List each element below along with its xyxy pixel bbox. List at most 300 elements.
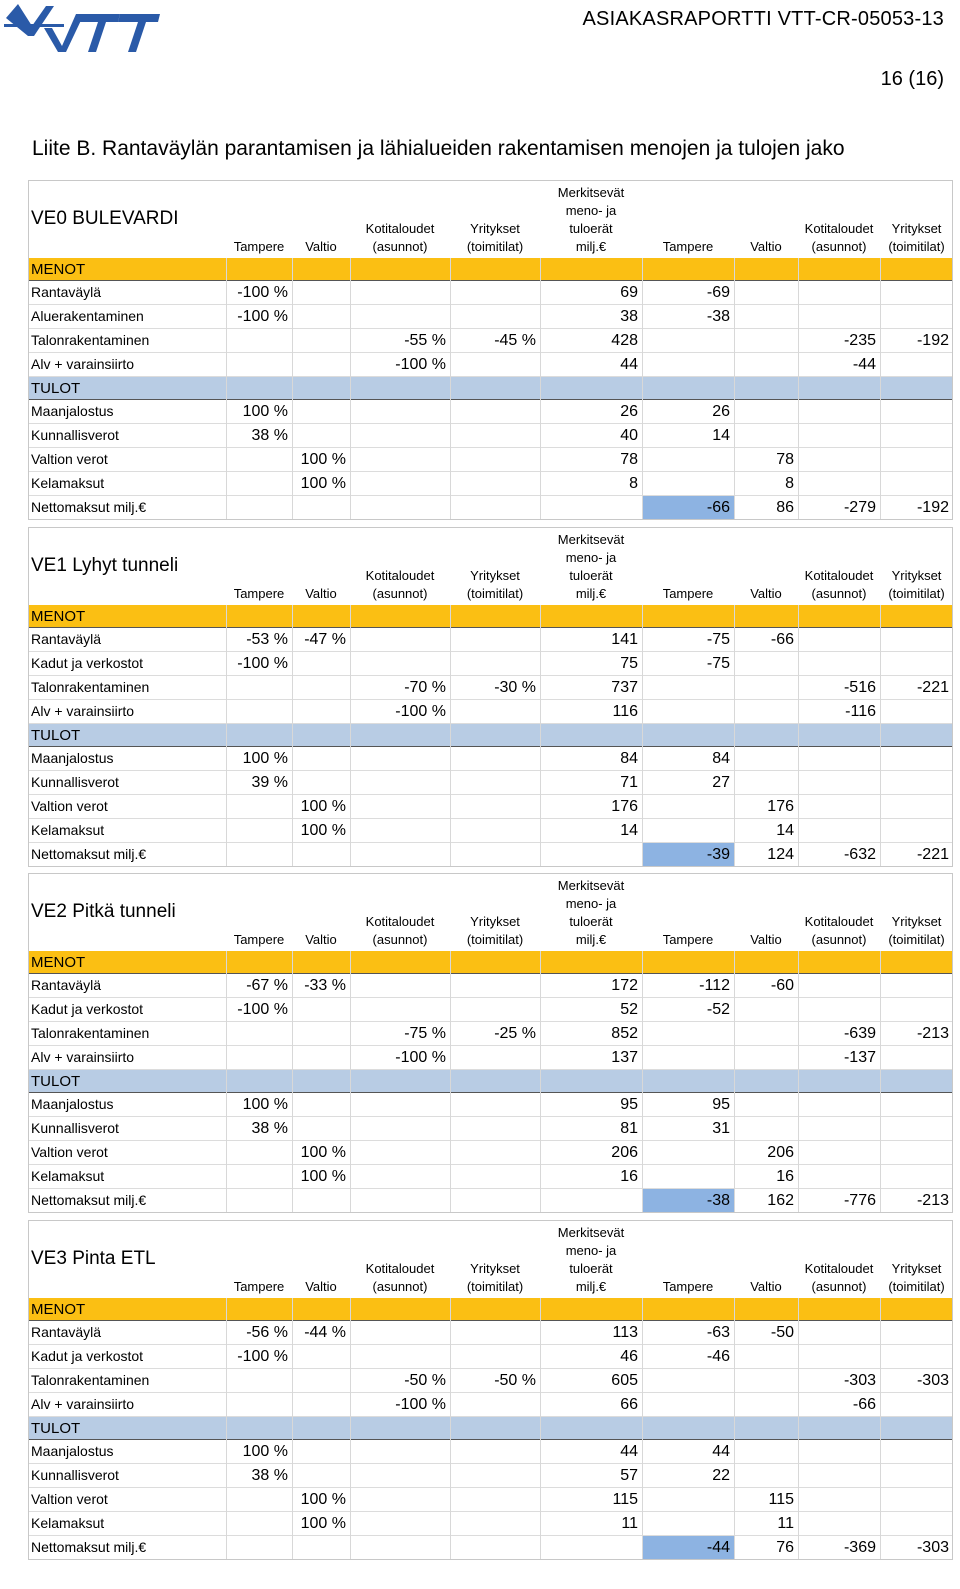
cell-y2 xyxy=(880,424,953,447)
cell-tampere: 100 % xyxy=(242,1096,288,1113)
col-merkitsevat-line: meno- ja xyxy=(565,203,617,218)
cell-koti xyxy=(350,998,450,1021)
cell-tampere xyxy=(226,1393,292,1416)
cell-y2 xyxy=(880,998,953,1021)
section-table xyxy=(28,873,953,1213)
cell-v2: 8 xyxy=(785,475,794,492)
cell-yrit xyxy=(450,472,540,495)
cell-koti xyxy=(350,1093,450,1116)
col-merkitsevat xyxy=(540,531,642,603)
cell-t2 xyxy=(642,1046,734,1069)
grid-line xyxy=(226,951,227,1213)
cell-v2 xyxy=(734,700,798,723)
menot-band xyxy=(28,951,953,974)
col-kotitaloudet-2 xyxy=(798,567,880,603)
cell-v2: 16 xyxy=(776,1168,794,1185)
tulot-band xyxy=(28,377,953,400)
cell-y2 xyxy=(880,747,953,770)
cell-v2: 14 xyxy=(776,822,794,839)
grid-line xyxy=(642,951,643,1213)
cell-v2: -60 xyxy=(770,977,794,994)
table-row xyxy=(28,1345,953,1369)
col-kotitaloudet-2-line: Kotitaloudet xyxy=(804,568,874,583)
cell-sig: 8 xyxy=(629,475,638,492)
net-tampere: -66 xyxy=(642,496,734,519)
cell-k2 xyxy=(798,1464,880,1487)
menot-band-label: MENOT xyxy=(31,954,86,971)
tulot-band-label: TULOT xyxy=(31,1073,81,1090)
cell-y2 xyxy=(880,771,953,794)
col-tampere-line: Tampere xyxy=(233,586,285,601)
cell-tampere xyxy=(226,472,292,495)
col-kotitaloudet-line: (asunnot) xyxy=(372,932,428,947)
col-merkitsevat-line: meno- ja xyxy=(565,1243,617,1258)
col-yritykset-line: (toimitilat) xyxy=(466,932,524,947)
vtt-logo xyxy=(4,0,160,56)
cell-valtio xyxy=(292,1345,350,1368)
col-tampere xyxy=(226,931,292,949)
col-tampere-line: Tampere xyxy=(233,1279,285,1294)
cell-t2: -69 xyxy=(706,284,730,301)
table-row xyxy=(28,628,953,652)
tulot-band-label: TULOT xyxy=(31,380,81,397)
row-label: Aluerakentaminen xyxy=(31,308,144,324)
cell-k2 xyxy=(798,424,880,447)
cell-k2 xyxy=(798,305,880,328)
grid-line xyxy=(642,1298,643,1560)
cell-tampere: 100 % xyxy=(242,750,288,767)
section-title: VE1 Lyhyt tunneli xyxy=(31,555,179,576)
cell-k2: -303 xyxy=(843,1372,876,1389)
row-label: Alv + varainsiirto xyxy=(31,703,135,719)
cell-tampere: -100 % xyxy=(237,284,288,301)
col-merkitsevat-line: tuloerät xyxy=(569,914,613,929)
cell-y2 xyxy=(880,305,953,328)
col-merkitsevat-line: Merkitsevät xyxy=(557,1225,625,1240)
cell-t2: -75 xyxy=(706,655,730,672)
cell-y2 xyxy=(880,1046,953,1069)
cell-v2 xyxy=(734,747,798,770)
cell-k2: -235 xyxy=(843,332,876,349)
cell-koti xyxy=(350,1321,450,1344)
cell-koti xyxy=(350,1141,450,1164)
col-merkitsevat-line: meno- ja xyxy=(565,896,617,911)
cell-k2 xyxy=(798,400,880,423)
cell-y2 xyxy=(880,472,953,495)
table-row xyxy=(28,281,953,305)
col-tampere xyxy=(226,238,292,256)
table-row xyxy=(28,1022,953,1046)
cell-sig: 115 xyxy=(612,1491,638,1508)
col-yritykset xyxy=(450,220,540,256)
report-id: ASIAKASRAPORTTI VTT-CR-05053-13 xyxy=(582,8,944,30)
col-tampere-line: Tampere xyxy=(233,239,285,254)
col-tampere-2 xyxy=(642,931,734,949)
col-tampere-2-line: Tampere xyxy=(662,1279,714,1294)
net-valtio: 162 xyxy=(767,1192,794,1209)
cell-valtio xyxy=(292,1464,350,1487)
net-payments-row xyxy=(28,1189,953,1213)
col-merkitsevat-line: meno- ja xyxy=(565,550,617,565)
col-valtio-line: Valtio xyxy=(305,932,337,947)
col-merkitsevat xyxy=(540,1224,642,1296)
cell-koti xyxy=(350,424,450,447)
cell-y2 xyxy=(880,974,953,997)
col-valtio-2 xyxy=(734,931,798,949)
col-kotitaloudet-line: Kotitaloudet xyxy=(365,914,435,929)
col-merkitsevat-line: tuloerät xyxy=(569,568,613,583)
cell-koti: -100 % xyxy=(395,1049,446,1066)
col-yritykset-2-line: (toimitilat) xyxy=(888,932,945,947)
cell-y2 xyxy=(880,1464,953,1487)
grid-line xyxy=(226,258,227,520)
cell-k2 xyxy=(798,1440,880,1463)
table-header xyxy=(28,527,953,605)
cell-y2: -221 xyxy=(916,679,949,696)
col-yritykset-2-line: Yritykset xyxy=(891,1261,942,1276)
cell-v2 xyxy=(734,305,798,328)
cell-k2 xyxy=(798,1345,880,1368)
cell-t2: 31 xyxy=(712,1120,730,1137)
cell-t2: 26 xyxy=(712,403,730,420)
grid-line xyxy=(350,1298,351,1560)
cell-sig: 75 xyxy=(620,655,638,672)
row-label: Maanjalostus xyxy=(31,1096,114,1112)
grid-line xyxy=(880,1298,881,1560)
page-header xyxy=(0,0,960,100)
cell-tampere xyxy=(226,676,292,699)
row-label: Rantaväylä xyxy=(31,631,102,647)
row-label: Kadut ja verkostot xyxy=(31,1348,144,1364)
cell-v2 xyxy=(734,400,798,423)
col-yritykset-2-line: (toimitilat) xyxy=(888,1279,945,1294)
row-label: Talonrakentaminen xyxy=(31,1025,150,1041)
cell-valtio: 100 % xyxy=(300,1491,346,1508)
col-valtio-2-line: Valtio xyxy=(750,1279,782,1294)
col-valtio xyxy=(292,585,350,603)
cell-k2 xyxy=(798,1141,880,1164)
menot-band xyxy=(28,605,953,628)
col-tampere-2-line: Tampere xyxy=(662,932,714,947)
tulot-band xyxy=(28,1417,953,1440)
tulot-band-label: TULOT xyxy=(31,727,81,744)
cell-yrit: -30 % xyxy=(494,679,536,696)
col-yritykset-line: Yritykset xyxy=(470,1261,520,1276)
cell-yrit xyxy=(450,998,540,1021)
net-payments-row xyxy=(28,843,953,867)
row-label: Maanjalostus xyxy=(31,1443,114,1459)
cell-y2 xyxy=(880,1393,953,1416)
cell-k2 xyxy=(798,1117,880,1140)
menot-band-label: MENOT xyxy=(31,261,86,278)
grid-line xyxy=(734,258,735,520)
table-row xyxy=(28,448,953,472)
cell-valtio xyxy=(292,305,350,328)
cell-t2 xyxy=(642,1022,734,1045)
net-tampere: -44 xyxy=(642,1536,734,1559)
cell-koti: -100 % xyxy=(395,703,446,720)
cell-yrit xyxy=(450,628,540,651)
net-yritykset: -303 xyxy=(916,1539,949,1556)
cell-yrit xyxy=(450,400,540,423)
cell-yrit xyxy=(450,1321,540,1344)
cell-y2 xyxy=(880,1141,953,1164)
table-row xyxy=(28,1393,953,1417)
row-label: Valtion verot xyxy=(31,1491,108,1507)
cell-k2 xyxy=(798,1488,880,1511)
cell-k2 xyxy=(798,1165,880,1188)
cell-k2 xyxy=(798,472,880,495)
cell-sig: 737 xyxy=(611,679,638,696)
cell-v2 xyxy=(734,652,798,675)
table-row xyxy=(28,795,953,819)
cell-sig: 46 xyxy=(620,1348,638,1365)
cell-t2: -63 xyxy=(706,1324,730,1341)
net-label: Nettomaksut milj.€ xyxy=(31,846,147,862)
row-label: Kelamaksut xyxy=(31,822,105,838)
net-valtio: 86 xyxy=(776,499,794,516)
row-label: Kunnallisverot xyxy=(31,1120,119,1136)
grid-line xyxy=(292,951,293,1213)
col-kotitaloudet-2-line: Kotitaloudet xyxy=(804,1261,874,1276)
cell-koti xyxy=(350,1488,450,1511)
col-tampere xyxy=(226,1278,292,1296)
grid-line xyxy=(350,605,351,867)
col-merkitsevat-line: milj.€ xyxy=(575,586,607,601)
cell-y2 xyxy=(880,1488,953,1511)
cell-yrit xyxy=(450,1141,540,1164)
net-tampere: -38 xyxy=(642,1189,734,1212)
cell-tampere: -100 % xyxy=(237,308,288,325)
col-yritykset-2 xyxy=(880,913,953,949)
col-merkitsevat xyxy=(540,184,642,256)
col-kotitaloudet-line: Kotitaloudet xyxy=(365,1261,435,1276)
col-kotitaloudet-line: Kotitaloudet xyxy=(365,568,435,583)
cell-yrit xyxy=(450,353,540,376)
grid-line xyxy=(880,951,881,1213)
row-label: Maanjalostus xyxy=(31,403,114,419)
col-kotitaloudet-2-line: (asunnot) xyxy=(811,932,867,947)
row-label: Kadut ja verkostot xyxy=(31,655,144,671)
cell-k2 xyxy=(798,448,880,471)
cell-koti xyxy=(350,1345,450,1368)
cell-k2 xyxy=(798,1093,880,1116)
page-title: Liite B. Rantaväylän parantamisen ja lähialueiden rakentamisen menojen ja tulojen jako xyxy=(32,137,845,160)
row-label: Kelamaksut xyxy=(31,1515,105,1531)
cell-koti xyxy=(350,1165,450,1188)
cell-yrit xyxy=(450,1464,540,1487)
cell-y2 xyxy=(880,628,953,651)
cell-k2 xyxy=(798,281,880,304)
col-valtio xyxy=(292,1278,350,1296)
col-yritykset-2-line: Yritykset xyxy=(891,914,942,929)
cell-sig: 57 xyxy=(620,1467,638,1484)
cell-v2 xyxy=(734,329,798,352)
col-kotitaloudet-line: (asunnot) xyxy=(372,586,428,601)
cell-valtio xyxy=(292,1369,350,1392)
cell-k2: -66 xyxy=(852,1396,876,1413)
cell-v2: 206 xyxy=(767,1144,794,1161)
net-kotitaloudet: -279 xyxy=(843,499,876,516)
col-merkitsevat-line: Merkitsevät xyxy=(557,532,625,547)
row-label: Alv + varainsiirto xyxy=(31,1049,135,1065)
cell-tampere: 100 % xyxy=(242,1443,288,1460)
cell-v2: -50 xyxy=(770,1324,794,1341)
cell-k2: -116 xyxy=(845,703,876,720)
net-tampere: -39 xyxy=(642,843,734,866)
cell-v2: 115 xyxy=(768,1491,794,1508)
col-kotitaloudet-2-line: (asunnot) xyxy=(811,1279,867,1294)
table-row xyxy=(28,329,953,353)
col-tampere-line: Tampere xyxy=(233,932,285,947)
net-label: Nettomaksut milj.€ xyxy=(31,1539,147,1555)
cell-koti xyxy=(350,974,450,997)
grid-line xyxy=(798,1298,799,1560)
cell-sig: 84 xyxy=(620,750,638,767)
cell-koti: -100 % xyxy=(395,1396,446,1413)
col-merkitsevat-line: Merkitsevät xyxy=(557,185,625,200)
cell-t2: -75 xyxy=(706,631,730,648)
table-row xyxy=(28,771,953,795)
cell-y2 xyxy=(880,1512,953,1535)
col-yritykset xyxy=(450,913,540,949)
cell-y2 xyxy=(880,819,953,842)
col-yritykset xyxy=(450,1260,540,1296)
col-merkitsevat-line: milj.€ xyxy=(575,1279,607,1294)
cell-tampere: -53 % xyxy=(246,631,288,648)
cell-valtio xyxy=(292,771,350,794)
row-label: Kelamaksut xyxy=(31,475,105,491)
cell-v2 xyxy=(734,1464,798,1487)
cell-t2 xyxy=(642,819,734,842)
cell-yrit xyxy=(450,448,540,471)
table-row xyxy=(28,1141,953,1165)
col-yritykset-2 xyxy=(880,220,953,256)
row-label: Rantaväylä xyxy=(31,977,102,993)
col-merkitsevat-line: milj.€ xyxy=(575,932,607,947)
cell-y2 xyxy=(880,281,953,304)
grid-line xyxy=(540,258,541,520)
cell-t2 xyxy=(642,1512,734,1535)
cell-valtio xyxy=(292,998,350,1021)
cell-tampere: 39 % xyxy=(251,774,288,791)
cell-tampere xyxy=(226,1022,292,1045)
cell-sig: 176 xyxy=(611,798,638,815)
cell-tampere xyxy=(226,1369,292,1392)
cell-koti xyxy=(350,305,450,328)
row-label: Talonrakentaminen xyxy=(31,332,150,348)
cell-valtio: 100 % xyxy=(300,1144,346,1161)
cell-valtio: 100 % xyxy=(300,822,346,839)
menot-band-label: MENOT xyxy=(31,608,86,625)
cell-y2 xyxy=(880,652,953,675)
cell-t2 xyxy=(642,1488,734,1511)
cell-t2 xyxy=(642,472,734,495)
cell-tampere xyxy=(226,795,292,818)
col-valtio-line: Valtio xyxy=(305,239,337,254)
col-tampere xyxy=(226,585,292,603)
cell-koti xyxy=(350,652,450,675)
cell-v2 xyxy=(734,1393,798,1416)
grid-line xyxy=(450,258,451,520)
cell-tampere xyxy=(226,819,292,842)
net-kotitaloudet: -776 xyxy=(843,1192,876,1209)
cell-tampere xyxy=(226,353,292,376)
cell-valtio xyxy=(292,652,350,675)
cell-valtio xyxy=(292,1093,350,1116)
col-tampere-2 xyxy=(642,238,734,256)
cell-v2: 11 xyxy=(777,1515,794,1532)
col-kotitaloudet xyxy=(350,913,450,949)
table-row xyxy=(28,1512,953,1536)
cell-k2: -639 xyxy=(843,1025,876,1042)
grid-line xyxy=(450,1298,451,1560)
cell-valtio: -33 % xyxy=(304,977,346,994)
cell-valtio xyxy=(292,400,350,423)
cell-sig: 137 xyxy=(611,1049,638,1066)
section-table xyxy=(28,527,953,867)
cell-v2 xyxy=(734,281,798,304)
table-row xyxy=(28,1369,953,1393)
table-row xyxy=(28,676,953,700)
grid-line xyxy=(734,951,735,1213)
menot-band xyxy=(28,1298,953,1321)
table-row xyxy=(28,1321,953,1345)
grid-line xyxy=(880,258,881,520)
grid-line xyxy=(350,951,351,1213)
row-label: Rantaväylä xyxy=(31,284,102,300)
cell-valtio xyxy=(292,1393,350,1416)
col-valtio xyxy=(292,238,350,256)
cell-v2 xyxy=(734,1093,798,1116)
col-yritykset-2-line: Yritykset xyxy=(891,568,942,583)
net-valtio: 124 xyxy=(767,846,794,863)
col-kotitaloudet-line: Kotitaloudet xyxy=(365,221,435,236)
cell-koti xyxy=(350,1464,450,1487)
cell-v2 xyxy=(734,1046,798,1069)
cell-y2: -303 xyxy=(916,1372,949,1389)
cell-tampere: 38 % xyxy=(251,427,288,444)
grid-line xyxy=(226,1298,227,1560)
cell-valtio xyxy=(292,676,350,699)
net-yritykset: -213 xyxy=(916,1192,949,1209)
cell-tampere xyxy=(226,700,292,723)
cell-sig: 44 xyxy=(620,1443,638,1460)
cell-y2 xyxy=(880,1321,953,1344)
cell-tampere: -100 % xyxy=(237,1348,288,1365)
row-label: Alv + varainsiirto xyxy=(31,1396,135,1412)
cell-sig: 428 xyxy=(611,332,638,349)
col-yritykset-2 xyxy=(880,1260,953,1296)
cell-k2: -44 xyxy=(852,356,876,373)
grid-line xyxy=(540,1298,541,1560)
cell-t2: -112 xyxy=(699,977,730,994)
cell-t2: -52 xyxy=(706,1001,730,1018)
tulot-band-label: TULOT xyxy=(31,1420,81,1437)
cell-sig: 78 xyxy=(620,451,638,468)
cell-v2: -66 xyxy=(770,631,794,648)
col-kotitaloudet-2 xyxy=(798,913,880,949)
cell-tampere: -67 % xyxy=(246,977,288,994)
col-yritykset-line: (toimitilat) xyxy=(466,1279,524,1294)
col-tampere-2-line: Tampere xyxy=(662,239,714,254)
cell-yrit xyxy=(450,1440,540,1463)
col-yritykset-2-line: Yritykset xyxy=(891,221,942,236)
col-kotitaloudet xyxy=(350,567,450,603)
cell-yrit: -25 % xyxy=(494,1025,536,1042)
row-label: Valtion verot xyxy=(31,451,108,467)
tulot-band xyxy=(28,724,953,747)
